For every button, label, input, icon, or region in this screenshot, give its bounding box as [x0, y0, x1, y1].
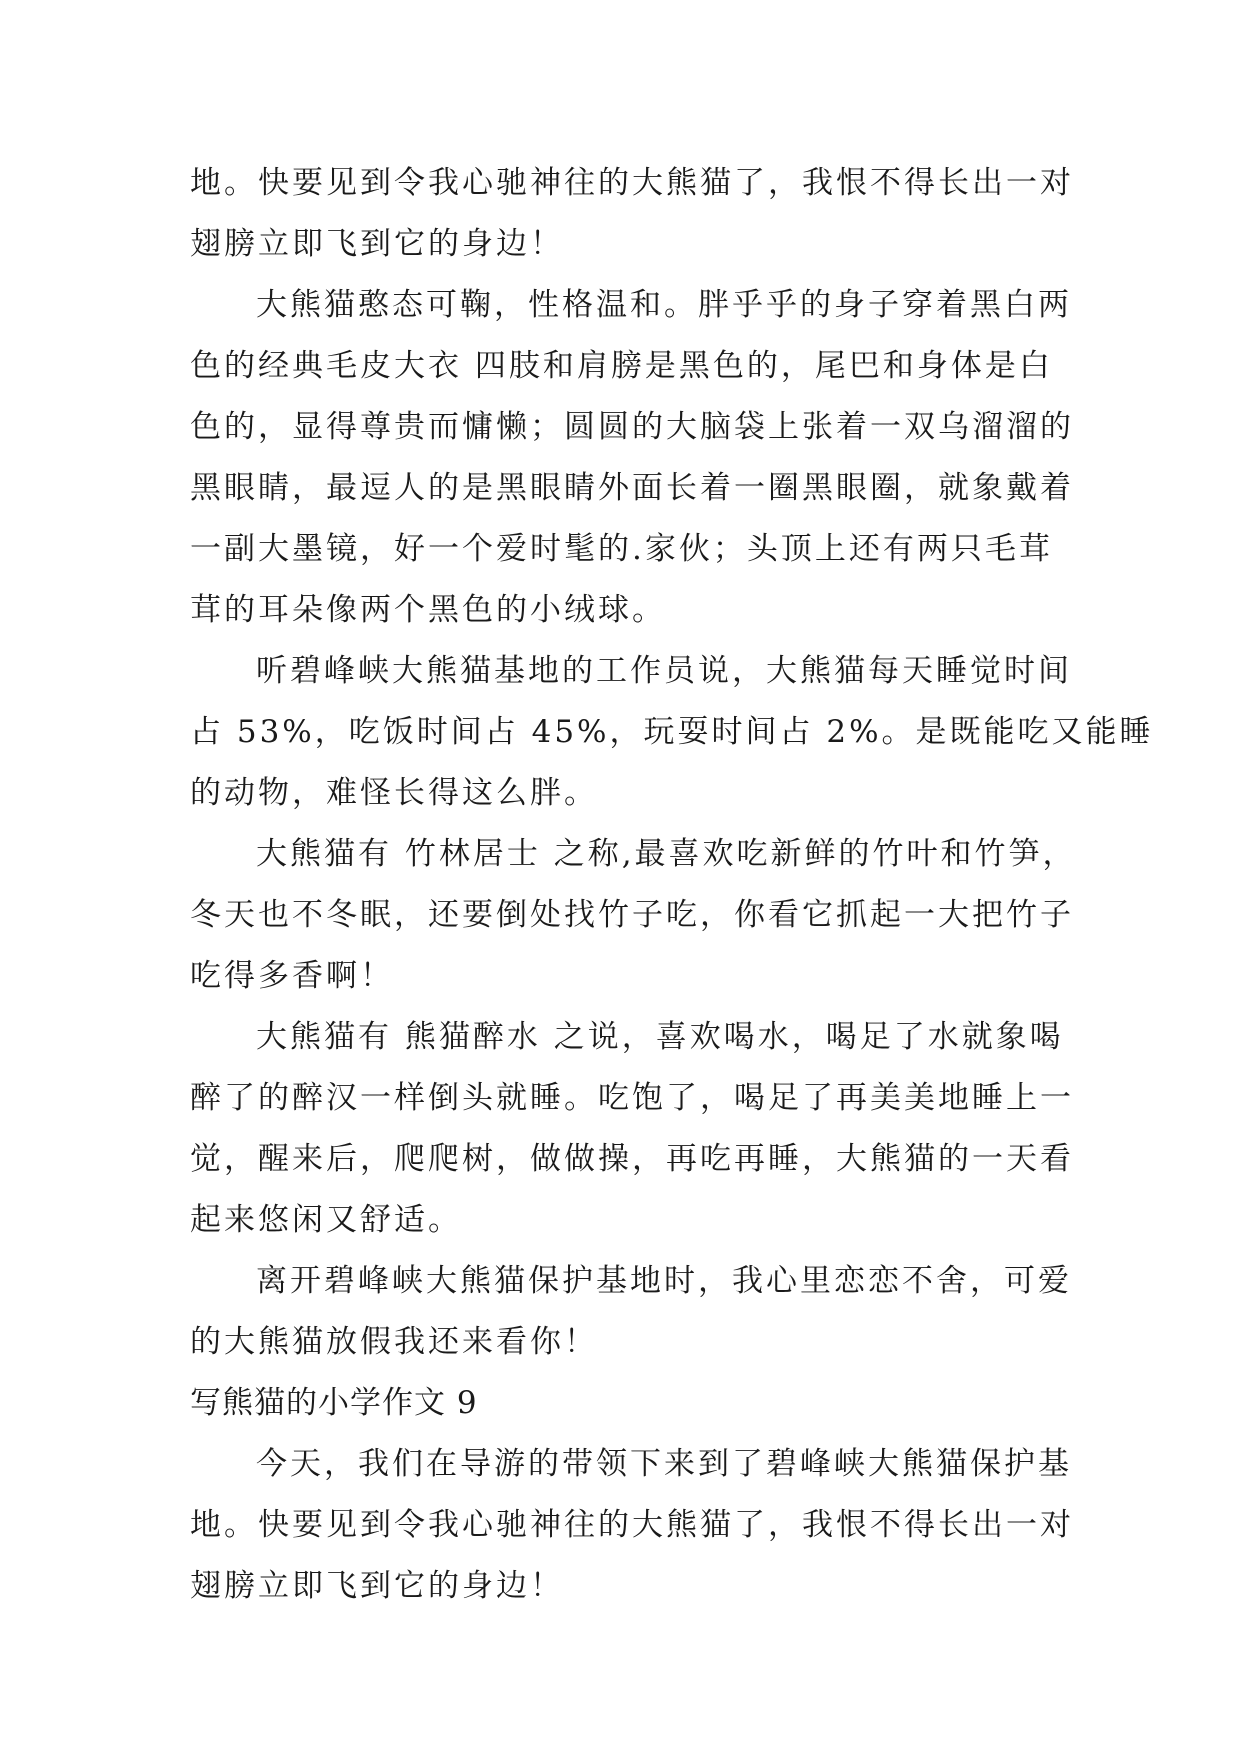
paragraph-start-line: 离开碧峰峡大熊猫保护基地时，我心里恋恋不舍，可爱: [256, 1263, 1072, 1299]
paragraph-start-line: 大熊猫有 熊猫醉水 之说，喜欢喝水，喝足了水就象喝: [256, 1019, 1064, 1055]
text-line: 起来悠闲又舒适。: [190, 1202, 462, 1238]
text-line: 翅膀立即飞到它的身边！: [190, 1568, 564, 1604]
text-line: 醉了的醉汉一样倒头就睡。吃饱了，喝足了再美美地睡上一: [190, 1080, 1074, 1116]
text-line: 占 53%，吃饭时间占 45%，玩耍时间占 2%。是既能吃又能睡: [190, 714, 1154, 750]
text-line: 的大熊猫放假我还来看你！: [190, 1324, 598, 1360]
text-line: 冬天也不冬眠，还要倒处找竹子吃，你看它抓起一大把竹子: [190, 897, 1074, 933]
text-line: 吃得多香啊！: [190, 958, 394, 994]
text-line: 色的经典毛皮大衣 四肢和肩膀是黑色的，尾巴和身体是白: [190, 348, 1053, 384]
text-line: 一副大墨镜，好一个爱时髦的.家伙；头顶上还有两只毛茸: [190, 531, 1053, 567]
paragraph-start-line: 听碧峰峡大熊猫基地的工作员说，大熊猫每天睡觉时间: [256, 653, 1072, 689]
essay-body: [190, 153, 1154, 1617]
text-line: 色的，显得尊贵而慵懒；圆圆的大脑袋上张着一双乌溜溜的: [190, 409, 1074, 445]
text-line: 地。快要见到令我心驰神往的大熊猫了，我恨不得长出一对: [190, 1507, 1074, 1543]
text-line: 黑眼睛，最逗人的是黑眼睛外面长着一圈黑眼圈，就象戴着: [190, 470, 1074, 506]
section-heading: 写熊猫的小学作文 9: [190, 1385, 478, 1421]
paragraph-start-line: 大熊猫憨态可鞠，性格温和。胖乎乎的身子穿着黑白两: [256, 287, 1072, 323]
text-line: 茸的耳朵像两个黑色的小绒球。: [190, 592, 666, 628]
paragraph-start-line: 大熊猫有 竹林居士 之称,最喜欢吃新鲜的竹叶和竹笋，: [256, 836, 1077, 872]
text-line: 的动物，难怪长得这么胖。: [190, 775, 598, 811]
text-line: 地。快要见到令我心驰神往的大熊猫了，我恨不得长出一对: [190, 165, 1074, 201]
text-line: 觉，醒来后，爬爬树，做做操，再吃再睡，大熊猫的一天看: [190, 1141, 1074, 1177]
text-line: 翅膀立即飞到它的身边！: [190, 226, 564, 262]
paragraph-start-line: 今天，我们在导游的带领下来到了碧峰峡大熊猫保护基: [256, 1446, 1072, 1482]
